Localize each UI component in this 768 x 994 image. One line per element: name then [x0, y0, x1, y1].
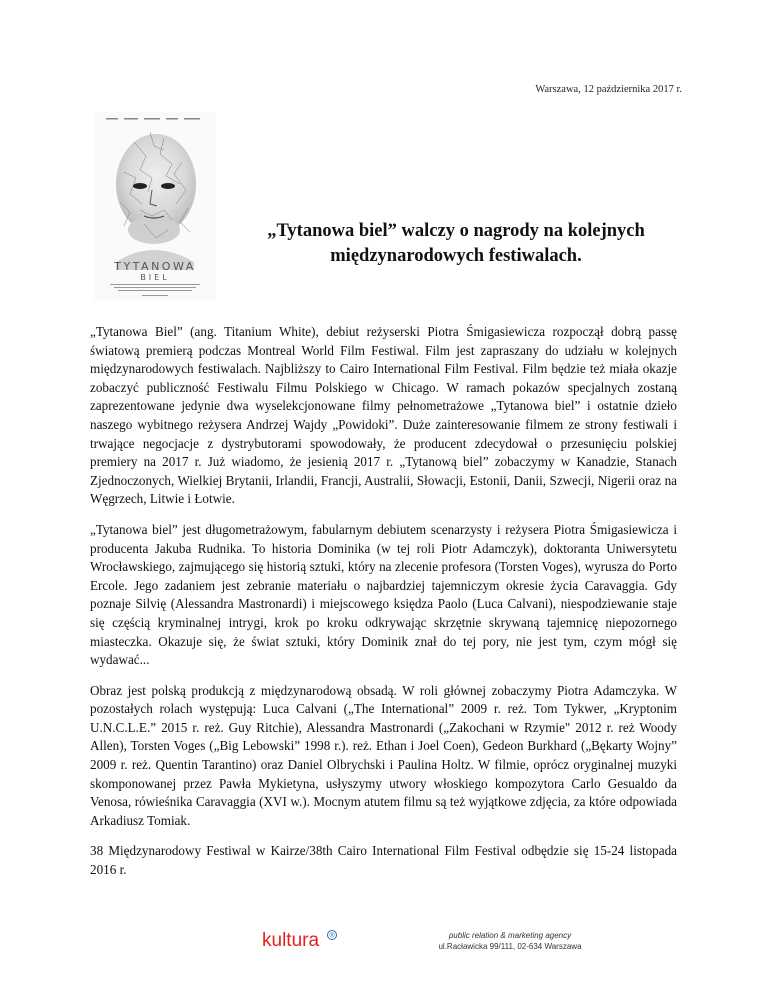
logo-registered-mark: ®: [329, 932, 335, 940]
poster-artwork: [94, 112, 216, 300]
paragraph-2: „Tytanowa biel” jest długometrażowym, fabularnym debiutem scenarzysty i reżysera Piotra Śmigasiewicza i producenta Jakuba Rudnika. To historia Dominika (w tej roli Piotr Adamczyk), doktoranta Uniwersytetu Wrocławskiego, zajmującego się historią sztuki, który na zlecenie profesora (Torsten Voges), wyrusza do Porto Ercole. Jego zadaniem jest zebranie materiału o najbardziej tajemniczym okresie życia Caravaggia. Gdy poznaje Silvię (Alessandra Mastronardi) i miejscowego księdza Paolo (Luca Calvani), niespodziewanie staje się częścią kryminalnej intrygi, krok po kroku odkrywając skrzętnie skrywaną tajemnicę niepozornego miasteczka. Okazuje się, że świat sztuki, który Dominik znał do tej pory, nie jest tym, czym mógł się wydawać...: [90, 521, 677, 668]
paragraph-3: Obraz jest polską produkcją z międzynarodową obsadą. W roli głównej zobaczymy Piotra Adamczyka. W pozostałych rolach występują: Luca Calvani („The International” 2009 r. reż. Tom Tykwer, „Kryptonim U.N.C.L.E.” 2015 r. reż. Guy Ritchie), Alessandra Mastronardi („Zakochani w Rzymie" 2012 r. reż Woody Allen), Torsten Voges („Big Lebowski” 1998 r.). reż. Ethan i Joel Coen), Gedeon Burkhard („Bękarty Wojny” 2009 r. reż. Quentin Tarantino) oraz Daniel Olbrychski i Paulina Holtz. W filmie, oprócz oryginalnej muzyki skomponowanej przez Pawła Mykietyna, usłyszymy utwory włoskiego kompozytora Carlo Gesualdo da Venosa, rówieśnika Caravaggia (XVI w.). Mocnym atutem filmu są też wyjątkowe zdjęcia, za które odpowiada Arkadiusz Tomiak.: [90, 682, 677, 828]
headline-line-2: międzynarodowych festiwalach.: [330, 246, 582, 266]
headline-line-1: „Tytanowa biel” walczy o nagrody na kolejnych: [267, 221, 645, 241]
poster-title-line1: TYTANOWA: [114, 260, 196, 273]
paragraph-4: 38 Międzynarodowy Festiwal w Kairze/38th Cairo International Film Festival odbędzie się 15-24 listopada 2016 r.: [90, 843, 677, 878]
headline: [226, 219, 686, 269]
paragraph-1: „Tytanowa Biel” (ang. Titanium White), debiut reżyserski Piotra Śmigasiewicza rozpoczął dobrą passę światową premierą podczas Montreal World Film Festiwal. Film jest zapraszany do udziału w kolejnych międzynarodowych festiwalach. Najbliższy to Cairo International Film Festival. Film będzie też miała okazje zobaczyć publiczność Festiwalu Filmu Polskiego w Chicago. W ramach pokazów specjalnych zostaną zaprezentowane jedynie dwa wyselekcjonowane filmy pełnometrażowe „Tytanowa biel” i ostatnie dzieło naszego wybitnego reżysera Andrzej Wajdy „Powidoki”. Duże zainteresowanie filmem ze strony festiwali i trwające negocjacje z dystrybutorami spowodowały, że producent zdecydował o przesunięciu polskiej premiery na 2017 r. Już wiadomo, że jesienią 2017 r. „Tytanową biel” zobaczymy w Kanadzie, Stanach Zjednoczonych, Wielkiej Brytanii, Irlandii, Francji, Australii, Słowacji, Estonii, Danii, Szwecji, Nigerii oraz na Węgrzech, Litwie i Łotwie.: [90, 324, 677, 507]
footer-tagline: public relation & marketing agency: [448, 931, 572, 940]
footer-contact: [420, 930, 600, 952]
film-poster: [94, 112, 216, 300]
logo-wordmark: kultura: [262, 930, 320, 951]
poster-title-line2: BIEL: [140, 273, 170, 282]
footer-address: ul.Racławicka 99/111, 02-634 Warszawa: [438, 942, 582, 951]
date-line: Warszawa, 12 października 2017 r.: [535, 84, 682, 95]
footer-logo: [262, 927, 342, 953]
body-text: [90, 323, 677, 892]
